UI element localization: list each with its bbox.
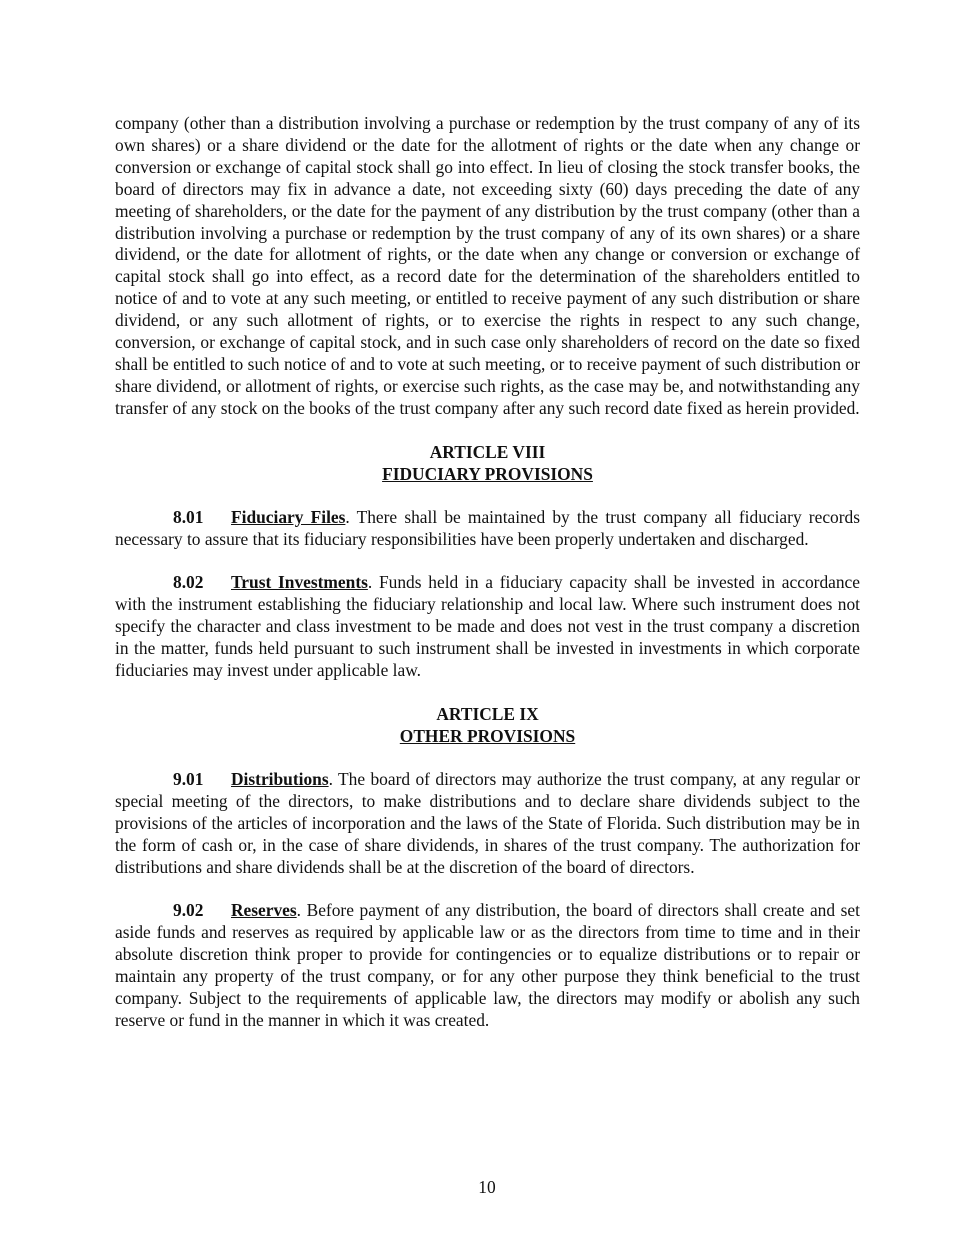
section-text: . There shall be maintained by the trust company all fiduciary records necessary to assure that its fiduciary responsibilities have been properly undertaken and discharged. (115, 507, 860, 549)
section-9-01 (115, 769, 860, 879)
article-title: ARTICLE VIII (429, 441, 546, 462)
article-viii-heading (115, 442, 860, 486)
section-number: 8.01 (173, 507, 204, 527)
section-8-02 (115, 572, 860, 682)
article-ix-heading (115, 704, 860, 748)
intro-paragraph: company (other than a distribution involving a purchase or redemption by the trust company of any of its own shares) or a share dividend or the date for the allotment of rights or the date when any change or conversion or exchange of capital stock shall go into effect. In lieu of closing the stock transfer books, the board of directors may fix in advance a date, not exceeding sixty (60) days preceding the date of any meeting of shareholders, or the date for the payment of any distribution by the trust company (other than a distribution involving a purchase or redemption by the trust company of any of its own shares) or a share dividend, or the date for allotment of rights, or the date when any change or conversion or exchange of capital stock shall go into effect, as a record date for the determination of the shareholders entitled to notice of and to vote at any such meeting, or entitled to receive payment of any such distribution or share dividend, or any such allotment of rights, or to exercise the rights in respect to any such change, conversion, or exchange of capital stock, and in such case only shareholders of record on the date so fixed shall be entitled to such notice of and to vote at such meeting, or to receive payment of such distribution or share dividend, or allotment of rights, or exercise such rights, as the case may be, and notwithstanding any transfer of any stock on the books of the trust company after any such record date fixed as herein provided. (115, 113, 860, 418)
section-number: 9.02 (173, 900, 204, 921)
section-text: . Before payment of any distribution, the board of directors shall create and set aside funds and reserves as required by applicable law or as the directors from time to time and in their absolute discretion think proper to provide for contingencies or to equalize distributions or to repair or maintain any property of the trust company, or for any other purpose they think beneficial to the trust company. Subject to the requirements of applicable law, the directors may modify or abolish any such reserve or fund in the manner in which it was created. (115, 900, 860, 1030)
section-title: Trust Investments (231, 572, 368, 593)
section-title: Fiduciary Files (231, 507, 346, 527)
section-number: 9.01 (173, 769, 204, 790)
article-subtitle: FIDUCIARY PROVISIONS (382, 463, 593, 484)
article-title: ARTICLE IX (436, 703, 539, 724)
section-text: . Funds held in a fiduciary capacity shall be invested in accordance with the instrument establishing the fiduciary relationship and local law. Where such instrument does not specify the character and class investment to be made and does not vest in the trust company a discretion in the matter, funds held pursuant to such instrument shall be invested in investments in which corporate fiduciaries may invest under applicable law. (115, 572, 860, 680)
article-subtitle: OTHER PROVISIONS (399, 725, 576, 746)
section-text: . The board of directors may authorize the trust company, at any regular or special meeting of the directors, to make distributions and to declare share dividends subject to the provisions of the articles of incorporation and the laws of the State of Florida. Such distribution may be in the form of cash or, in the case of share dividends, in shares of the trust company. The authorization for distributions and share dividends shall be at the discretion of the board of directors. (115, 769, 860, 877)
section-title: Reserves (231, 900, 297, 921)
section-9-02 (115, 900, 860, 1031)
page-number: 10 (478, 1177, 496, 1197)
document-page (115, 113, 860, 1032)
section-title: Distributions (231, 769, 329, 790)
section-number: 8.02 (173, 572, 204, 593)
section-8-01 (115, 507, 860, 551)
